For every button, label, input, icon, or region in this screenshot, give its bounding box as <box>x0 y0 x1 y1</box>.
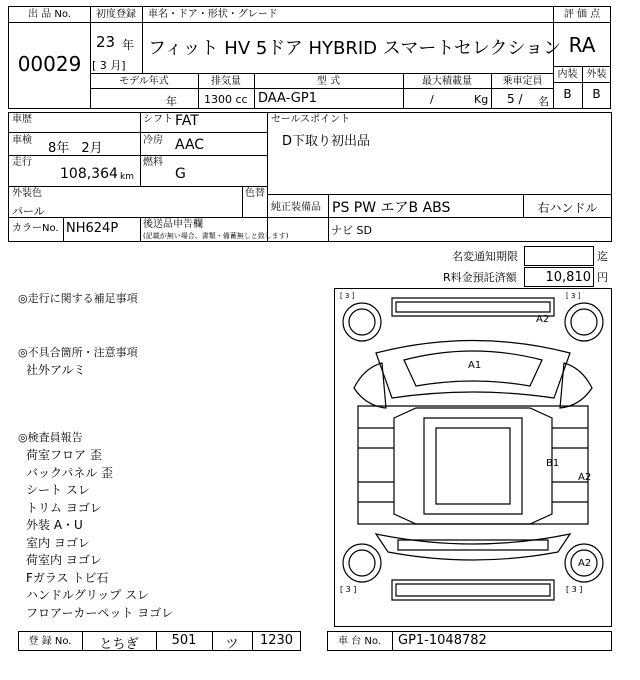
reg-label: 登 録 No. <box>28 636 72 647</box>
name-change-box <box>524 246 594 266</box>
inspector-item: ハンドルグリップ スレ <box>26 588 150 602</box>
year-unit: 年 <box>122 38 135 52</box>
first-reg-year: 23 <box>96 33 116 51</box>
damage-mark-a2-wheel: A2 <box>578 558 592 569</box>
name-change-label: 名変通知期限 <box>452 250 518 263</box>
displacement-label: 排気量 <box>211 76 241 87</box>
interior-label: 内装 <box>557 69 578 80</box>
shift: FAT <box>175 113 199 129</box>
tyre-label-rear-right: [ 3 ] <box>566 585 583 594</box>
mileage-unit: km <box>120 172 134 182</box>
exterior-color: パール <box>12 205 45 218</box>
tyre-label-front-right: [ 3 ] <box>566 292 581 300</box>
capacity-unit: 名 <box>538 95 549 108</box>
after-report: ナビ SD <box>331 224 372 237</box>
tyre-label-front-left: [ 3 ] <box>340 292 355 300</box>
first-reg-month: [ 3 月] <box>92 59 126 72</box>
mileage-label: 走行 <box>12 157 32 168</box>
reg-kana: ツ <box>225 637 239 652</box>
load-value: / <box>430 93 434 106</box>
shift-label: シフト <box>143 114 173 125</box>
exterior-color-label: 外装色 <box>12 188 42 199</box>
recycle-label: R料金預託済額 <box>443 271 517 284</box>
inspector-item: 荷室内 ヨゴレ <box>26 553 102 567</box>
color-no: NH624P <box>66 221 119 236</box>
history-label: 車歴 <box>12 114 32 125</box>
genuine-equipment-label: 純正装備品 <box>271 202 321 213</box>
sales-point: D下取り初出品 <box>282 134 371 149</box>
inspector-item: Fガラス トビ石 <box>26 570 109 585</box>
model-code: DAA-GP1 <box>258 91 317 106</box>
load-label: 最大積載量 <box>422 76 472 87</box>
after-report-label: 後送品申告欄 <box>143 219 203 230</box>
inspector-item: 室内 ヨゴレ <box>26 535 90 550</box>
chassis: GP1-1048782 <box>398 633 487 648</box>
model-year-label: モデル年式 <box>119 76 169 87</box>
inspector-item: シート スレ <box>26 483 90 497</box>
color-no-label: カラーNo. <box>12 223 59 234</box>
capacity-label: 乗車定員 <box>502 76 543 87</box>
steering: 右ハンドル <box>537 201 598 215</box>
inspector-label: ◎検査員報告 <box>18 431 83 444</box>
damage-mark-a2-right: A2 <box>578 472 592 483</box>
inspection-label: 車検 <box>12 135 32 146</box>
capacity: 5 / <box>507 92 523 106</box>
ac-label: 冷房 <box>143 135 163 146</box>
inspection: 8年 2月 <box>48 141 103 156</box>
fuel: G <box>175 166 186 182</box>
reg-number: 1230 <box>259 633 294 648</box>
damage-mark-a1: A1 <box>468 360 482 371</box>
grade-label: 評 価 点 <box>563 9 601 20</box>
driving-notes-label: ◎走行に関する補足事項 <box>18 292 138 305</box>
car-condition-diagram <box>334 288 612 627</box>
tyre-label-rear-left: [ 3 ] <box>340 585 357 594</box>
car-name-label: 車名・ドア・形状・グレード <box>148 9 278 20</box>
defects-label: ◎不具合箇所・注意事項 <box>18 346 138 359</box>
model-year-unit: 年 <box>166 95 177 108</box>
recycle-unit: 円 <box>597 271 608 284</box>
exterior-label: 外装 <box>586 69 607 80</box>
mileage: 108,364 <box>60 166 118 182</box>
car-name: フィット HV 5ドア HYBRID スマートセレクション <box>148 38 562 59</box>
color-change-label: 色替 <box>245 188 265 199</box>
car-diagram-svg <box>334 288 612 627</box>
displacement: 1300 cc <box>204 93 248 106</box>
inspector-item: フロアーカーペット ヨゴレ <box>26 605 174 620</box>
first-reg-label: 初度登録 <box>96 9 136 20</box>
recycle: 10,810 <box>545 270 591 285</box>
name-change-unit: 迄 <box>597 250 608 263</box>
chassis-label: 車 台 No. <box>338 636 381 647</box>
inspector-item: 荷室フロア 歪 <box>26 448 102 462</box>
inspector-item: 外装 A・U <box>26 518 83 532</box>
exterior-grade: B <box>592 87 601 101</box>
model-code-label: 型 式 <box>316 76 341 87</box>
reg-class: 501 <box>171 633 197 648</box>
grade: RA <box>568 33 596 57</box>
genuine-equipment: PS PW エアB ABS <box>332 200 451 216</box>
reg-area: とちぎ <box>99 637 139 652</box>
interior-grade: B <box>563 87 572 101</box>
load-unit: Kg <box>474 93 489 106</box>
lot-no: 00029 <box>17 52 82 76</box>
sales-point-label: セールスポイント <box>271 114 351 125</box>
inspector-item: バックパネル 歪 <box>26 465 114 480</box>
damage-mark-a2-top: A2 <box>536 314 550 325</box>
fuel-label: 燃料 <box>143 157 163 168</box>
damage-mark-b1: B1 <box>546 458 560 469</box>
lot-no-label: 出 品 No. <box>28 9 71 20</box>
after-report-note: (記載が無い場合、書類・備蓄無しと致します) <box>143 232 289 240</box>
ac: AAC <box>175 137 205 153</box>
defects: 社外アルミ <box>26 363 86 377</box>
inspector-item: トリム ヨゴレ <box>26 500 102 515</box>
